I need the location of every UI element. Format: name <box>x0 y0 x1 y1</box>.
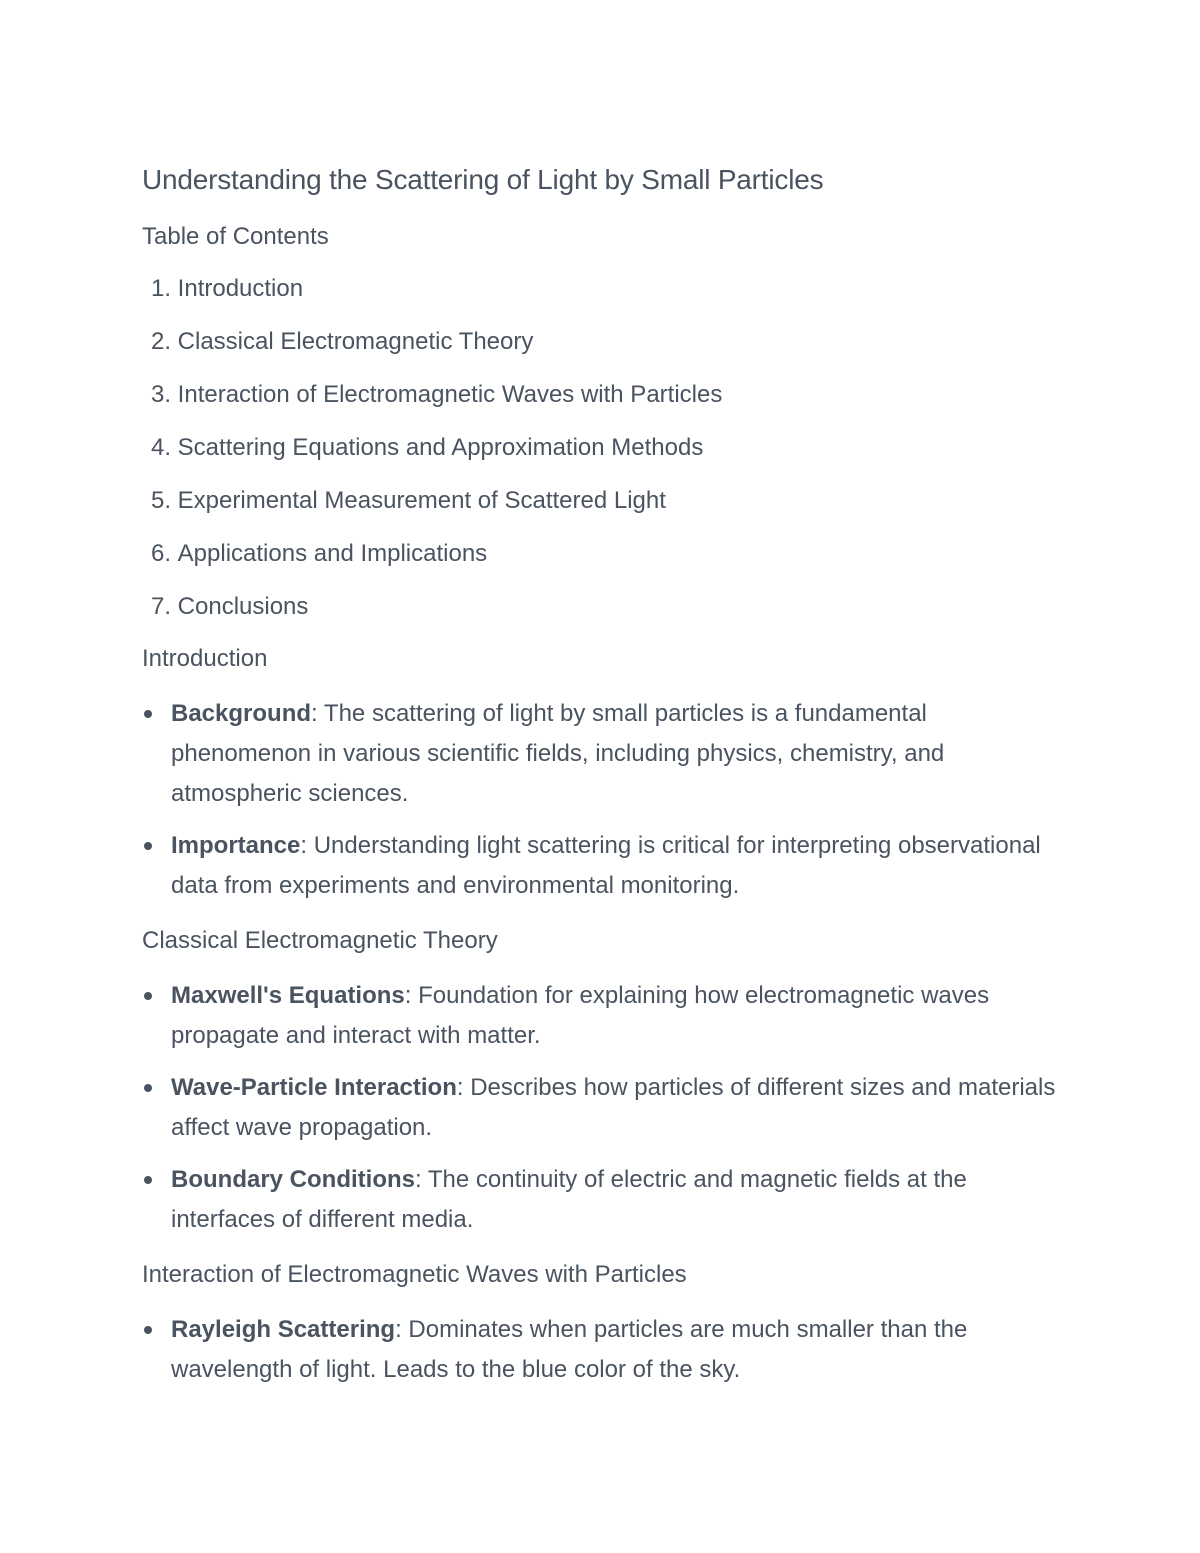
section-introduction <box>142 642 1062 906</box>
table-of-contents <box>142 272 1062 624</box>
bullet-text: : Dominates when particles are much smaller than the wavelength of light. Leads to the blue color of the sky. <box>171 1316 968 1383</box>
page-title: Understanding the Scattering of Light by Small Particles <box>142 164 824 195</box>
toc-item-applications <box>142 537 1062 571</box>
bullet-icon <box>144 710 152 718</box>
toc-item-label: Conclusions <box>177 593 309 620</box>
list-item <box>142 1160 1062 1240</box>
toc-item-label: Classical Electromagnetic Theory <box>177 328 534 355</box>
toc-item-conclusions <box>142 590 1062 624</box>
bullet-icon <box>144 1084 152 1092</box>
bullet-icon <box>144 1176 152 1184</box>
bullet-term: Maxwell's Equations <box>171 982 405 1009</box>
toc-item-number: 4. <box>150 434 171 461</box>
bullet-text: : The scattering of light by small particles is a fundamental phenomenon in various scientific fields, including physics, chemistry, and atmospheric sciences. <box>171 700 945 807</box>
list-item <box>142 976 1062 1056</box>
bullet-icon <box>144 842 152 850</box>
list-item <box>142 1068 1062 1148</box>
list-item <box>142 694 1062 814</box>
toc-item-introduction <box>142 272 1062 306</box>
section-heading: Interaction of Electromagnetic Waves with Particles <box>142 1261 687 1288</box>
toc-item-number: 5. <box>150 487 171 514</box>
toc-item-number: 3. <box>150 381 171 408</box>
bullet-text: : The continuity of electric and magnetic fields at the interfaces of different media. <box>171 1166 967 1233</box>
bullet-term: Wave-Particle Interaction <box>171 1074 457 1101</box>
document-page <box>142 158 1062 1390</box>
toc-item-label: Applications and Implications <box>177 540 488 567</box>
toc-item-number: 1. <box>150 275 171 302</box>
toc-item-label: Interaction of Electromagnetic Waves with Particles <box>177 381 723 408</box>
bullet-text: : Describes how particles of different sizes and materials affect wave propagation. <box>171 1074 1056 1141</box>
toc-item-label: Scattering Equations and Approximation Methods <box>177 434 704 461</box>
list-item <box>142 826 1062 906</box>
toc-item-number: 7. <box>150 593 171 620</box>
toc-item-interaction <box>142 378 1062 412</box>
toc-item-classical-theory <box>142 325 1062 359</box>
section-heading: Introduction <box>142 645 268 672</box>
bullet-list <box>142 1310 1062 1390</box>
toc-item-number: 6. <box>150 540 171 567</box>
bullet-text: : Understanding light scattering is critical for interpreting observational data from experiments and environmental monitoring. <box>171 832 1041 899</box>
bullet-term: Importance <box>171 832 301 859</box>
toc-item-equations <box>142 431 1062 465</box>
section-interaction <box>142 1258 1062 1390</box>
section-heading: Classical Electromagnetic Theory <box>142 927 498 954</box>
section-classical-theory <box>142 924 1062 1240</box>
bullet-term: Background <box>171 700 312 727</box>
bullet-list <box>142 976 1062 1240</box>
bullet-term: Boundary Conditions <box>171 1166 415 1193</box>
bullet-icon <box>144 992 152 1000</box>
list-item <box>142 1310 1062 1390</box>
toc-item-label: Introduction <box>177 275 304 302</box>
bullet-text: : Foundation for explaining how electromagnetic waves propagate and interact with matter. <box>171 982 990 1049</box>
toc-item-measurement <box>142 484 1062 518</box>
toc-item-label: Experimental Measurement of Scattered Light <box>177 487 666 514</box>
bullet-icon <box>144 1326 152 1334</box>
toc-heading: Table of Contents <box>142 223 329 250</box>
bullet-list <box>142 694 1062 906</box>
toc-item-number: 2. <box>150 328 171 355</box>
bullet-term: Rayleigh Scattering <box>171 1316 396 1343</box>
